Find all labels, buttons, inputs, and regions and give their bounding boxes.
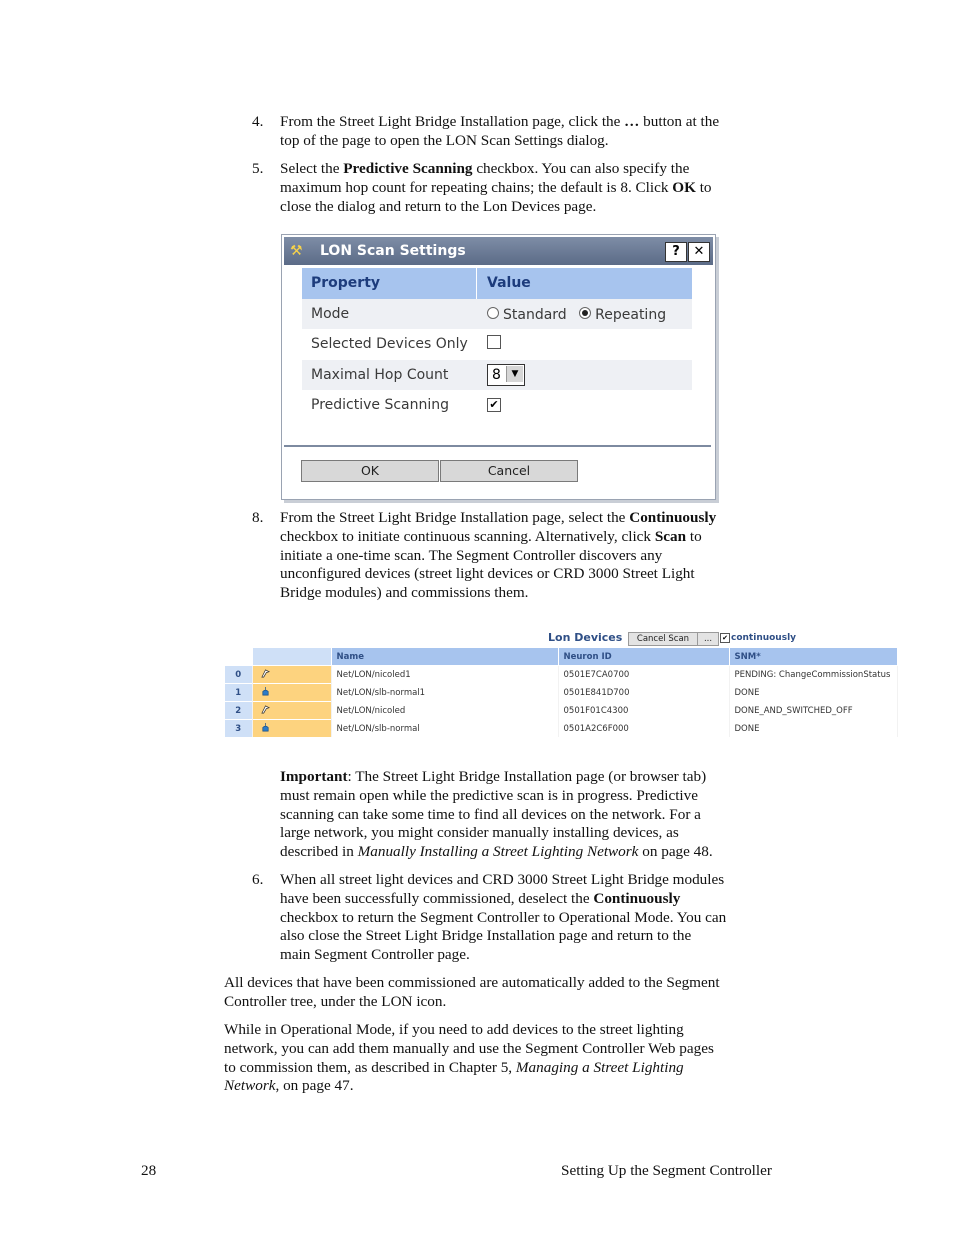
column-header-snm[interactable]: SNM* (729, 648, 897, 666)
bold-term: Scan (654, 527, 687, 545)
bold-term: Continuously (593, 889, 681, 907)
radio-label: Repeating (595, 306, 667, 323)
text-run: to (686, 527, 702, 545)
text-run: checkbox to initiate continuous scanning. Alternatively, click (280, 527, 655, 545)
cancel-button[interactable]: Cancel (440, 460, 578, 482)
step-text (280, 160, 820, 216)
text-line: top of the page to open the LON Scan Settings dialog. (280, 131, 609, 149)
text-line: must remain open while the predictive scan is in progress. Predictive (280, 786, 698, 804)
predictive-row (302, 390, 692, 421)
continuously-checkbox[interactable] (720, 633, 796, 643)
row-index: 1 (225, 684, 252, 702)
device-neuron-id: 0501F01C4300 (558, 702, 729, 720)
close-button[interactable]: ✕ (688, 242, 710, 262)
table-header-row (225, 648, 897, 666)
cross-reference[interactable]: Manually Installing a Street Lighting Network (357, 843, 639, 861)
text-line: Bridge modules) and commissions them. (280, 584, 529, 602)
text-line: scanning can take some time to find all devices on the network. For a (280, 805, 701, 823)
lon-devices-panel (225, 630, 897, 740)
checkmark-icon: ✔ (720, 633, 730, 643)
text-run: to (695, 178, 712, 196)
selected-devices-label: Selected Devices Only (311, 336, 468, 352)
radio-selected-icon (579, 307, 591, 319)
bold-term: Predictive Scanning (343, 160, 473, 177)
text-line: checkbox to return the Segment Controller to Operational Mode. You can (280, 908, 727, 926)
radio-icon (487, 307, 499, 319)
cross-reference[interactable]: Managing a Street Lighting (515, 1058, 684, 1076)
dialog-title: LON Scan Settings (320, 243, 466, 259)
dialog-separator (284, 445, 711, 447)
dropdown-arrow-icon: ▼ (506, 366, 523, 382)
device-snm-status: DONE (729, 684, 897, 702)
paragraph-operational-mode (224, 1021, 844, 1096)
row-index: 2 (225, 702, 252, 720)
device-snm-status: PENDING: ChangeCommissionStatus (729, 666, 897, 684)
device-neuron-id: 0501E7CA0700 (558, 666, 729, 684)
text-run: button at the (639, 113, 720, 130)
column-header-name[interactable]: Name (331, 648, 558, 666)
hop-count-value: 8 (492, 366, 501, 383)
text-line: Controller tree, under the LON icon. (224, 992, 447, 1010)
street-light-icon (252, 666, 331, 684)
continuously-label: continuously (731, 633, 797, 643)
hop-count-label: Maximal Hop Count (311, 366, 449, 383)
hop-count-select[interactable] (487, 364, 525, 386)
text-run: have been successfully commissioned, deselect the (280, 889, 594, 907)
bold-term: Continuously (629, 509, 717, 526)
predictive-label: Predictive Scanning (311, 397, 450, 413)
grid-header (302, 268, 692, 299)
row-index: 3 (225, 720, 252, 738)
text-line: All devices that have been commissioned are automatically added to the Segment (224, 974, 720, 991)
text-line: main Segment Controller page. (280, 946, 470, 964)
device-snm-status: DONE_AND_SWITCHED_OFF (729, 702, 897, 720)
lon-scan-settings-dialog (281, 234, 716, 500)
selected-devices-row (302, 329, 692, 360)
radio-label: Standard (503, 306, 567, 323)
bridge-module-icon (252, 684, 331, 702)
dialog-title-bar (284, 237, 713, 265)
device-name: Net/LON/slb-normal1 (331, 684, 558, 702)
text-line: network, you can add them manually and use the Segment Controller Web pages (224, 1039, 714, 1057)
step-number: 6. (252, 871, 264, 888)
text-run: on page 48. (638, 843, 713, 861)
text-run: to commission them, as described in Chapter 5, (224, 1058, 516, 1076)
mode-label: Mode (311, 305, 350, 322)
table-row[interactable] (225, 684, 897, 702)
mode-radio-standard[interactable] (487, 307, 567, 323)
mode-radio-group (487, 307, 666, 323)
footer-section-title: Setting Up the Segment Controller (561, 1162, 772, 1179)
important-note (280, 768, 840, 862)
hop-count-row (302, 360, 692, 391)
checkmark-icon: ✔ (487, 398, 501, 412)
table-row[interactable] (225, 666, 897, 684)
text-run: From the Street Light Bridge Installation page, click the (280, 113, 625, 130)
settings-grid (302, 268, 692, 421)
text-run: described in (280, 843, 358, 861)
text-line: close the dialog and return to the Lon Devices page. (280, 197, 597, 215)
text-line: When all street light devices and CRD 3000 Street Light Bridge modules (280, 871, 725, 888)
paragraph-commissioned-devices (224, 974, 844, 1012)
row-index: 0 (225, 666, 252, 684)
scan-settings-button[interactable]: ... (697, 632, 719, 646)
text-run: Select the (280, 160, 344, 177)
scan-tool-icon: ⚒ (290, 243, 303, 259)
device-neuron-id: 0501E841D700 (558, 684, 729, 702)
bridge-module-icon (252, 720, 331, 738)
icon-header (252, 648, 331, 666)
text-run: , on page 47. (275, 1077, 354, 1095)
lon-devices-title: Lon Devices (548, 631, 623, 644)
cancel-scan-button[interactable]: Cancel Scan (628, 632, 698, 646)
text-line: also close the Street Light Bridge Installation page and return to the (280, 927, 692, 945)
column-header-neuron-id[interactable]: Neuron ID (558, 648, 729, 666)
mode-radio-repeating[interactable] (579, 307, 666, 323)
step-text (280, 871, 820, 965)
lon-devices-toolbar (225, 630, 897, 647)
column-divider (476, 268, 477, 299)
index-header (225, 648, 252, 666)
text-run: : The Street Light Bridge Installation page (or browser tab) (347, 768, 707, 785)
predictive-checkbox[interactable] (487, 396, 501, 412)
step-text (280, 113, 820, 151)
step-number: 4. (252, 113, 264, 130)
bold-term: OK (672, 178, 696, 196)
column-header-property: Property (311, 275, 381, 291)
device-name: Net/LON/nicoled1 (331, 666, 558, 684)
page-number: 28 (141, 1162, 157, 1179)
text-line: initiate a one-time scan. The Segment Controller discovers any (280, 546, 663, 564)
text-line: large network, you might consider manually installing devices, as (280, 824, 679, 842)
step-number: 5. (252, 160, 264, 177)
checkbox-icon (487, 335, 501, 349)
street-light-icon (252, 702, 331, 720)
table-row[interactable] (225, 702, 897, 720)
table-row[interactable] (225, 720, 897, 738)
ellipsis-button-ref: … (624, 113, 640, 130)
device-name: Net/LON/nicoled (331, 702, 558, 720)
step-number: 8. (252, 509, 264, 526)
text-run: maximum hop count for repeating chains; the default is 8. Click (280, 178, 673, 196)
important-label: Important (280, 768, 348, 785)
lon-devices-table (225, 648, 898, 737)
text-line: While in Operational Mode, if you need to add devices to the street lighting (224, 1021, 684, 1038)
step-text (280, 509, 820, 603)
device-neuron-id: 0501A2C6F000 (558, 720, 729, 738)
text-line: unconfigured devices (street light devices or CRD 3000 Street Light (280, 565, 695, 583)
device-snm-status: DONE (729, 720, 897, 738)
mode-row (302, 299, 692, 330)
selected-devices-checkbox[interactable] (487, 335, 501, 353)
ok-button[interactable]: OK (301, 460, 439, 482)
column-header-value: Value (487, 275, 531, 291)
device-name: Net/LON/slb-normal (331, 720, 558, 738)
text-run: From the Street Light Bridge Installation page, select the (280, 509, 630, 526)
cross-reference[interactable]: Network (224, 1077, 276, 1095)
text-run: checkbox. You can also specify the (472, 160, 690, 177)
help-button[interactable]: ? (665, 242, 687, 262)
